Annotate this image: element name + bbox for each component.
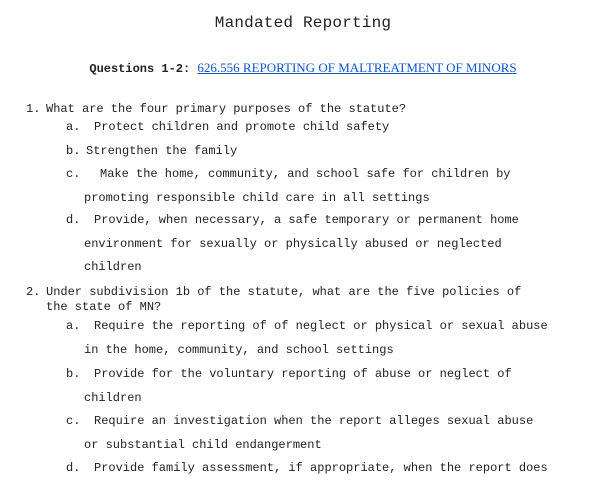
question-1-number: 1. <box>26 102 41 116</box>
answer-text: children <box>84 390 142 405</box>
answer-text: Provide family assessment, if appropriate, when the report does <box>94 461 548 475</box>
question-1-text: What are the four primary purposes of the statute? <box>46 102 407 116</box>
question-1 <box>26 102 601 117</box>
answer-text: Provide for the voluntary reporting of abuse or neglect of <box>94 367 512 381</box>
answer-letter: b. <box>66 144 81 158</box>
answer-letter: d. <box>66 213 81 227</box>
answer-text: promoting responsible child care in all settings <box>84 190 430 205</box>
statute-link[interactable]: 626.556 REPORTING OF MALTREATMENT OF MINORS <box>197 60 517 75</box>
q1-answer-c <box>66 163 596 210</box>
q1-answer-a <box>66 116 596 140</box>
question-2 <box>26 285 601 315</box>
answer-letter: a. <box>66 319 81 333</box>
answer-text: Protect children and promote child safety <box>94 120 390 134</box>
question-2-text: Under subdivision 1b of the statute, what are the five policies of <box>46 285 522 299</box>
answer-letter: c. <box>66 167 81 181</box>
q1-answer-b <box>66 140 596 164</box>
answer-text: children <box>84 260 142 274</box>
answer-letter: d. <box>66 461 81 475</box>
question-2-text-cont: the state of MN? <box>46 300 162 314</box>
q2-answer-a <box>66 315 596 362</box>
answer-text: Require the reporting of of neglect or physical or sexual abuse <box>94 319 548 333</box>
document-title: Mandated Reporting <box>214 14 392 32</box>
answer-letter: c. <box>66 414 81 428</box>
question-2-number: 2. <box>26 285 41 299</box>
q2-answer-b <box>66 363 596 410</box>
questions-label: Questions 1-2: <box>89 62 191 76</box>
q1-answer-d <box>66 209 596 280</box>
questions-subheading <box>0 60 606 76</box>
answer-text: in the home, community, and school settings <box>84 342 394 357</box>
answer-letter: a. <box>66 120 81 134</box>
answer-text: or substantial child endangerment <box>84 437 322 452</box>
answer-text: Require an investigation when the report alleges sexual abuse <box>94 414 534 428</box>
answer-text: environment for sexually or physically abused or neglected <box>84 236 502 251</box>
q2-answer-d <box>66 457 596 481</box>
q2-answer-c <box>66 410 596 457</box>
answer-text: Strengthen the family <box>86 144 238 158</box>
answer-letter: b. <box>66 367 81 381</box>
answer-text: Make the home, community, and school safe for children by <box>100 167 511 181</box>
answer-text: Provide, when necessary, a safe temporary or permanent home <box>94 213 519 227</box>
